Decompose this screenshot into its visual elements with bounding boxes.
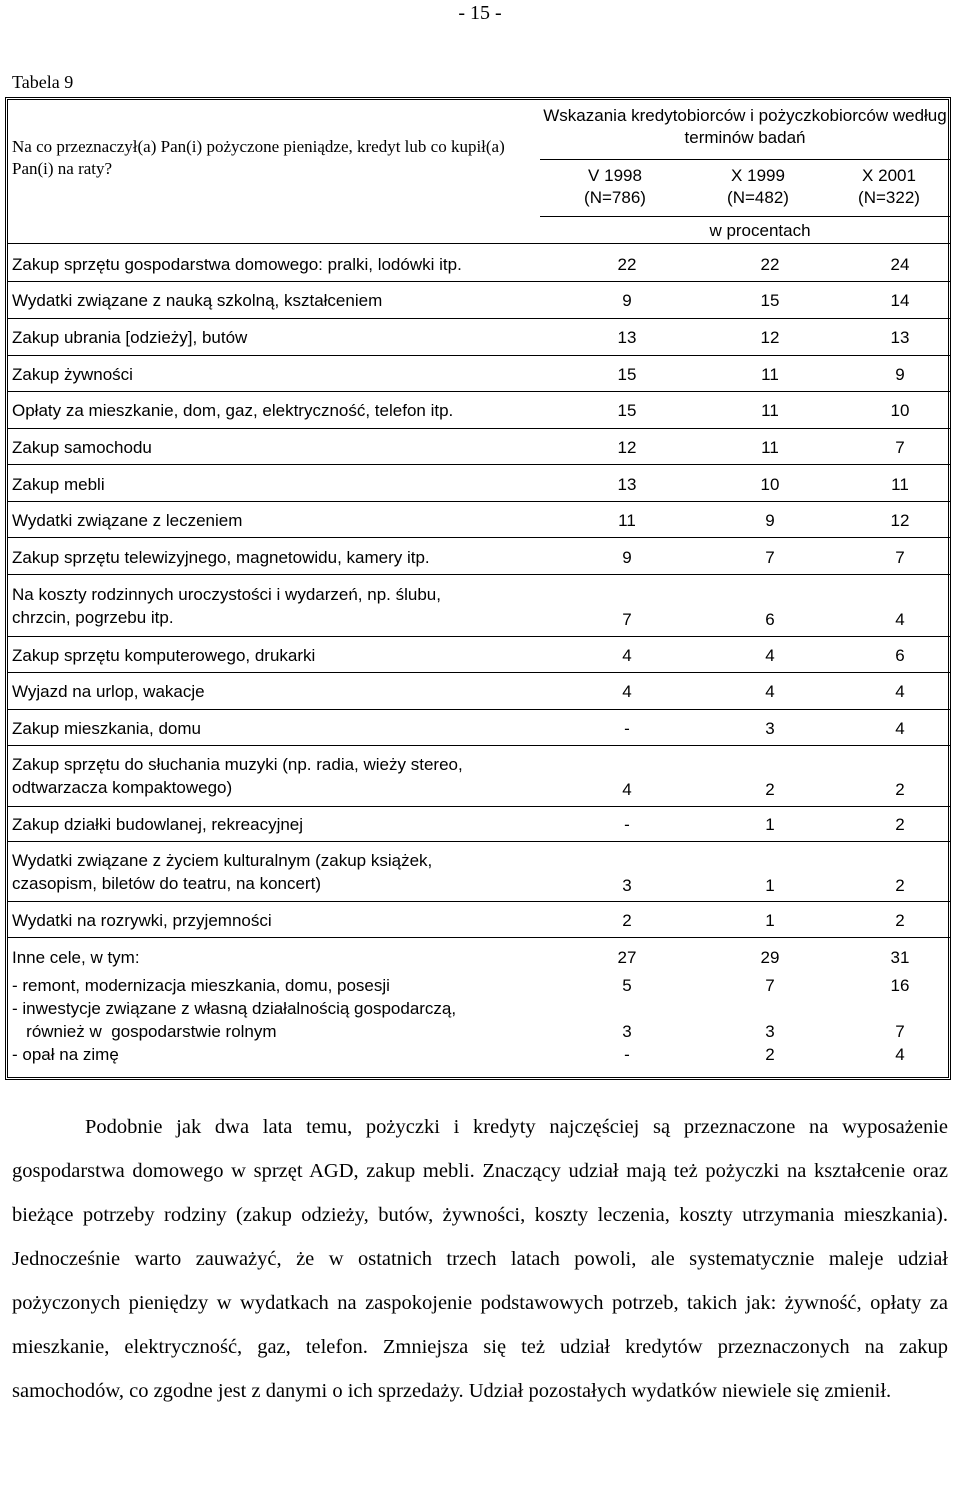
value-1998: 9 <box>622 548 632 567</box>
value-2001: 31 <box>890 948 910 967</box>
row-divider <box>8 901 950 902</box>
value-2001: 2 <box>895 876 905 895</box>
column-n: (N=322) <box>858 188 920 207</box>
value-1998: - <box>624 815 630 834</box>
value-1998: 5 <box>622 976 632 995</box>
value-1999: 1 <box>765 911 775 930</box>
value-2001: 2 <box>895 815 905 834</box>
value-1998: 9 <box>622 291 632 310</box>
value-2001: 16 <box>890 976 910 995</box>
value-2001: 4 <box>895 719 905 738</box>
row-label: Zakup mebli <box>12 475 105 494</box>
row-label: Zakup żywności <box>12 365 133 384</box>
value-1999: 6 <box>765 610 775 629</box>
value-2001: 12 <box>890 511 910 530</box>
row-divider <box>8 537 950 538</box>
row-label: Zakup sprzętu gospodarstwa domowego: pralki, lodówki itp. <box>12 255 462 274</box>
row-label: Wydatki na rozrywki, przyjemności <box>12 911 272 930</box>
row-label: Zakup działki budowlanej, rekreacyjnej <box>12 815 304 834</box>
row-divider <box>8 672 950 673</box>
value-1998: 15 <box>617 401 637 420</box>
value-1998: 4 <box>622 780 632 799</box>
value-1998: - <box>624 719 630 738</box>
value-1998: 4 <box>622 646 632 665</box>
page-number: - 15 - <box>458 2 502 24</box>
value-1998: 11 <box>618 511 636 530</box>
column-period: V 1998 <box>588 166 642 185</box>
row-label: - inwestycje związane z własną działalnością gospodarczą, również w gospodarstwie rolnym <box>12 999 457 1041</box>
row-label: Wyjazd na urlop, wakacje <box>12 682 205 701</box>
value-1999: 4 <box>765 682 775 701</box>
value-1999: 12 <box>760 328 780 347</box>
row-divider <box>8 391 950 392</box>
body-paragraph: Podobnie jak dwa lata temu, pożyczki i kredyty najczęściej są przeznaczone na wyposażenie gospodarstwa domowego w sprzęt AGD, zakup mebli. Znaczący udział mają też pożyczki na kształcenie oraz bieżące potrzeby rodziny (zakup odzieży, butów, żywności, koszty leczenia, koszty utrzymania mieszkania). Jednocześnie warto zauważyć, że w ostatnich trzech latach powoli, ale systematycznie maleje udział pożyczonych pieniędzy w wydatkach na zaspokojenie podstawowych potrzeb, takich jak: żywność, opłaty za mieszkanie, elektryczność, gaz, telefon. Zmniejsza się też udział kredytów przeznaczonych na zakup samochodów, co zgodne jest z danymi o ich sprzedaży. Udział pozostałych wydatków niewiele się zmienił. <box>12 1116 948 1402</box>
row-label: Wydatki związane z nauką szkolną, kształceniem <box>12 291 383 310</box>
value-1999: 7 <box>765 976 775 995</box>
row-divider <box>8 841 950 842</box>
column-header-2 <box>693 165 823 209</box>
column-header-1 <box>550 165 680 209</box>
row-divider <box>8 428 950 429</box>
value-1999: 29 <box>760 948 780 967</box>
row-label: Zakup mieszkania, domu <box>12 719 201 738</box>
row-label: Zakup sprzętu telewizyjnego, magnetowidu, kamery itp. <box>12 548 430 567</box>
row-label: Wydatki związane z życiem kulturalnym (zakup książek, czasopism, biletów do teatru, na koncert) <box>12 851 433 893</box>
table-row <box>12 849 950 897</box>
value-2001: 7 <box>895 1022 905 1041</box>
value-1999: 3 <box>765 1022 775 1041</box>
column-n: (N=482) <box>727 188 789 207</box>
value-2001: 2 <box>895 780 905 799</box>
value-1998: 2 <box>622 911 632 930</box>
value-1998: 4 <box>622 682 632 701</box>
value-2001: 6 <box>895 646 905 665</box>
row-divider <box>8 806 950 807</box>
header-bottom-rule <box>8 243 950 244</box>
value-1999: 11 <box>761 438 779 457</box>
value-1998: 3 <box>622 1022 632 1041</box>
unit-label: w procentach <box>709 221 811 240</box>
value-2001: 4 <box>895 1045 905 1064</box>
value-1999: 11 <box>761 401 779 420</box>
row-label: Zakup ubrania [odzieży], butów <box>12 328 248 347</box>
value-1999: 4 <box>765 646 775 665</box>
header-divider <box>540 159 950 160</box>
value-1998: 7 <box>622 610 632 629</box>
value-1999: 15 <box>760 291 780 310</box>
row-divider <box>8 501 950 502</box>
value-2001: 11 <box>891 475 909 494</box>
row-label: Opłaty za mieszkanie, dom, gaz, elektryczność, telefon itp. <box>12 401 454 420</box>
row-divider <box>8 636 950 637</box>
row-label: Wydatki związane z leczeniem <box>12 511 243 530</box>
table-subrow <box>12 997 950 1043</box>
unit-divider-top <box>540 216 950 217</box>
row-divider <box>8 281 950 282</box>
row-divider <box>8 709 950 710</box>
row-divider <box>8 745 950 746</box>
value-1999: 1 <box>765 815 775 834</box>
value-1999: 2 <box>765 780 775 799</box>
row-label: Zakup sprzętu komputerowego, drukarki <box>12 646 316 665</box>
value-1998: 13 <box>617 328 637 347</box>
value-1998: 12 <box>617 438 637 457</box>
value-1999: 22 <box>760 255 780 274</box>
column-period: X 1999 <box>731 166 785 185</box>
value-2001: 24 <box>890 255 910 274</box>
value-2001: 4 <box>895 610 905 629</box>
value-1999: 7 <box>765 548 775 567</box>
value-1999: 10 <box>760 475 780 494</box>
row-divider <box>8 355 950 356</box>
value-2001: 7 <box>895 438 905 457</box>
header-group-title: Wskazania kredytobiorców i pożyczkobiorców według terminów badań <box>543 106 947 147</box>
value-1999: 3 <box>765 719 775 738</box>
row-divider <box>8 937 950 938</box>
value-2001: 4 <box>895 682 905 701</box>
value-1998: 22 <box>617 255 637 274</box>
value-1998: 27 <box>617 948 637 967</box>
row-label: - opał na zimę <box>12 1045 119 1064</box>
row-label: Zakup samochodu <box>12 438 152 457</box>
column-header-3 <box>824 165 954 209</box>
value-1998: - <box>624 1045 630 1064</box>
value-1998: 13 <box>617 475 637 494</box>
row-divider <box>8 574 950 575</box>
value-2001: 10 <box>890 401 910 420</box>
value-2001: 7 <box>895 548 905 567</box>
value-1998: 15 <box>617 365 637 384</box>
value-1999: 1 <box>765 876 775 895</box>
table-title: Tabela 9 <box>12 72 74 92</box>
value-2001: 13 <box>890 328 910 347</box>
row-label: - remont, modernizacja mieszkania, domu, posesji <box>12 976 390 995</box>
value-1999: 11 <box>761 365 779 384</box>
value-1999: 2 <box>765 1045 775 1064</box>
row-label: Zakup sprzętu do słuchania muzyki (np. radia, wieży stereo, odtwarzacza kompaktowego) <box>12 755 463 797</box>
table-row <box>12 753 950 801</box>
header-question: Na co przeznaczył(a) Pan(i) pożyczone pieniądze, kredyt lub co kupił(a) Pan(i) na raty? <box>12 137 505 178</box>
row-divider <box>8 464 950 465</box>
column-period: X 2001 <box>862 166 916 185</box>
value-2001: 2 <box>895 911 905 930</box>
table-row <box>12 583 950 631</box>
row-label: Na koszty rodzinnych uroczystości i wydarzeń, np. ślubu, chrzcin, pogrzebu itp. <box>12 585 441 627</box>
row-label: Inne cele, w tym: <box>12 948 140 967</box>
value-2001: 9 <box>895 365 905 384</box>
value-2001: 14 <box>890 291 910 310</box>
column-n: (N=786) <box>584 188 646 207</box>
row-divider <box>8 318 950 319</box>
value-1998: 3 <box>622 876 632 895</box>
value-1999: 9 <box>765 511 775 530</box>
